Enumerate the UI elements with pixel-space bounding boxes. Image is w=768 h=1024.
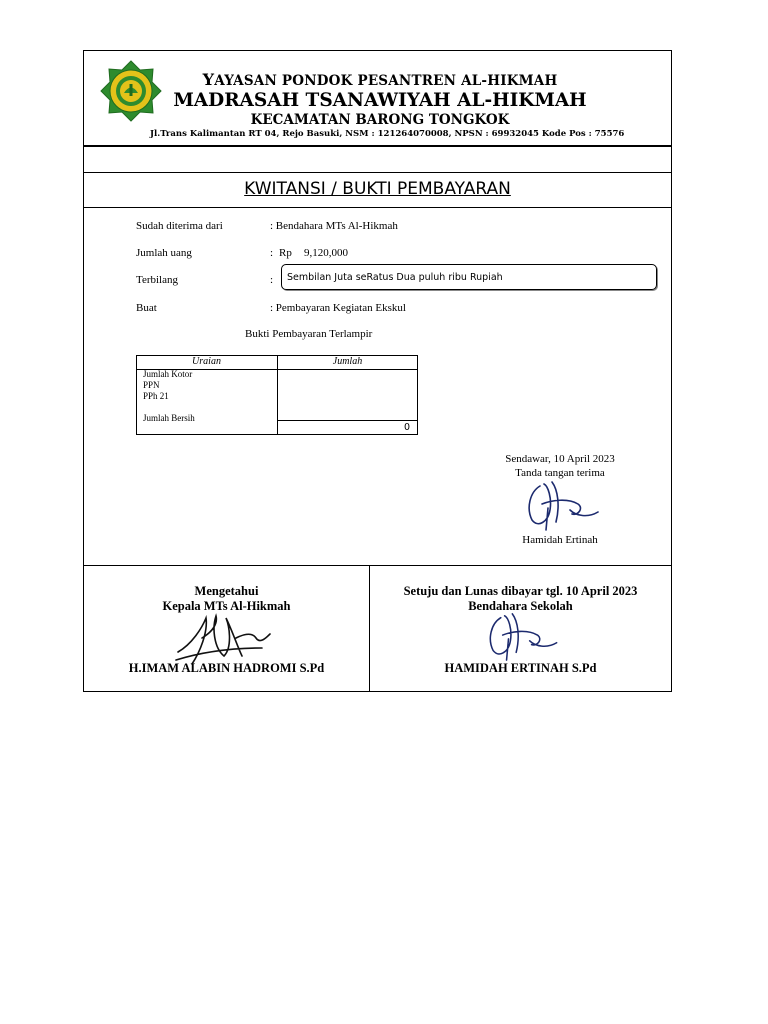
right-name: HAMIDAH ERTINAH S.Pd — [444, 661, 597, 675]
table-item: Jumlah Bersih — [143, 413, 195, 423]
madrasah-emblem-icon — [100, 60, 162, 122]
table-header-description: Uraian — [192, 356, 221, 367]
district-name: KECAMATAN BARONG TONGKOK — [250, 112, 510, 128]
left-role: Kepala MTs Al-Hikmah — [162, 599, 291, 613]
amount-currency: Rp — [279, 247, 292, 259]
receipt-title: KWITANSI / BUKTI PEMBAYARAN — [244, 179, 511, 199]
right-role: Bendahara Sekolah — [468, 599, 573, 613]
received-from-value: : Bendahara MTs Al-Hikmah — [270, 220, 398, 232]
amount-value: 9,120,000 — [304, 247, 348, 259]
foundation-rest: AYASAN PONDOK PESANTREN AL-HIKMAH — [214, 73, 558, 89]
table-net-total: 0 — [404, 422, 411, 433]
right-title: Setuju dan Lunas dibayar tgl. 10 April 2023 — [403, 584, 638, 598]
receiver-caption: Tanda tangan terima — [515, 467, 605, 479]
place-date: Sendawar, 10 April 2023 — [505, 453, 615, 465]
table-header-amount: Jumlah — [332, 356, 363, 367]
table-column-divider — [277, 355, 278, 435]
amount-label: Jumlah uang — [136, 247, 192, 259]
header-divider — [84, 145, 671, 147]
left-name: H.IMAM ALABIN HADROMI S.Pd — [128, 661, 325, 675]
attachment-note: Bukti Pembayaran Terlampir — [245, 328, 373, 340]
foundation-name — [160, 70, 600, 89]
receiver-name: Hamidah Ertinah — [522, 534, 598, 546]
title-bottom-line — [84, 207, 671, 208]
receiver-signature — [518, 478, 604, 532]
treasurer-signature — [478, 610, 564, 662]
purpose-value: : Pembayaran Kegiatan Ekskul — [270, 302, 406, 314]
left-title: Mengetahui — [194, 584, 259, 598]
spelled-value: Sembilan Juta seRatus Dua puluh ribu Rupiah — [287, 272, 503, 283]
amount-colon: : — [270, 247, 274, 259]
spelled-colon: : — [270, 274, 274, 286]
table-total-line — [277, 420, 418, 421]
school-address: Jl.Trans Kalimantan RT 04, Rejo Basuki, NSM : 121264070008, NPSN : 69932045 Kode Pos : 75576 — [150, 129, 625, 139]
received-from-label: Sudah diterima dari — [136, 220, 223, 232]
school-name: MADRASAH TSANAWIYAH AL-HIKMAH — [173, 90, 587, 111]
title-top-line — [84, 172, 671, 173]
foundation-cap: Y — [202, 70, 215, 89]
spelled-label: Terbilang — [136, 274, 178, 286]
table-item: PPh 21 — [143, 391, 169, 401]
table-item: PPN — [143, 380, 160, 390]
purpose-label: Buat — [136, 302, 157, 314]
table-item: Jumlah Kotor — [143, 369, 193, 379]
footer-top-line — [84, 565, 671, 566]
